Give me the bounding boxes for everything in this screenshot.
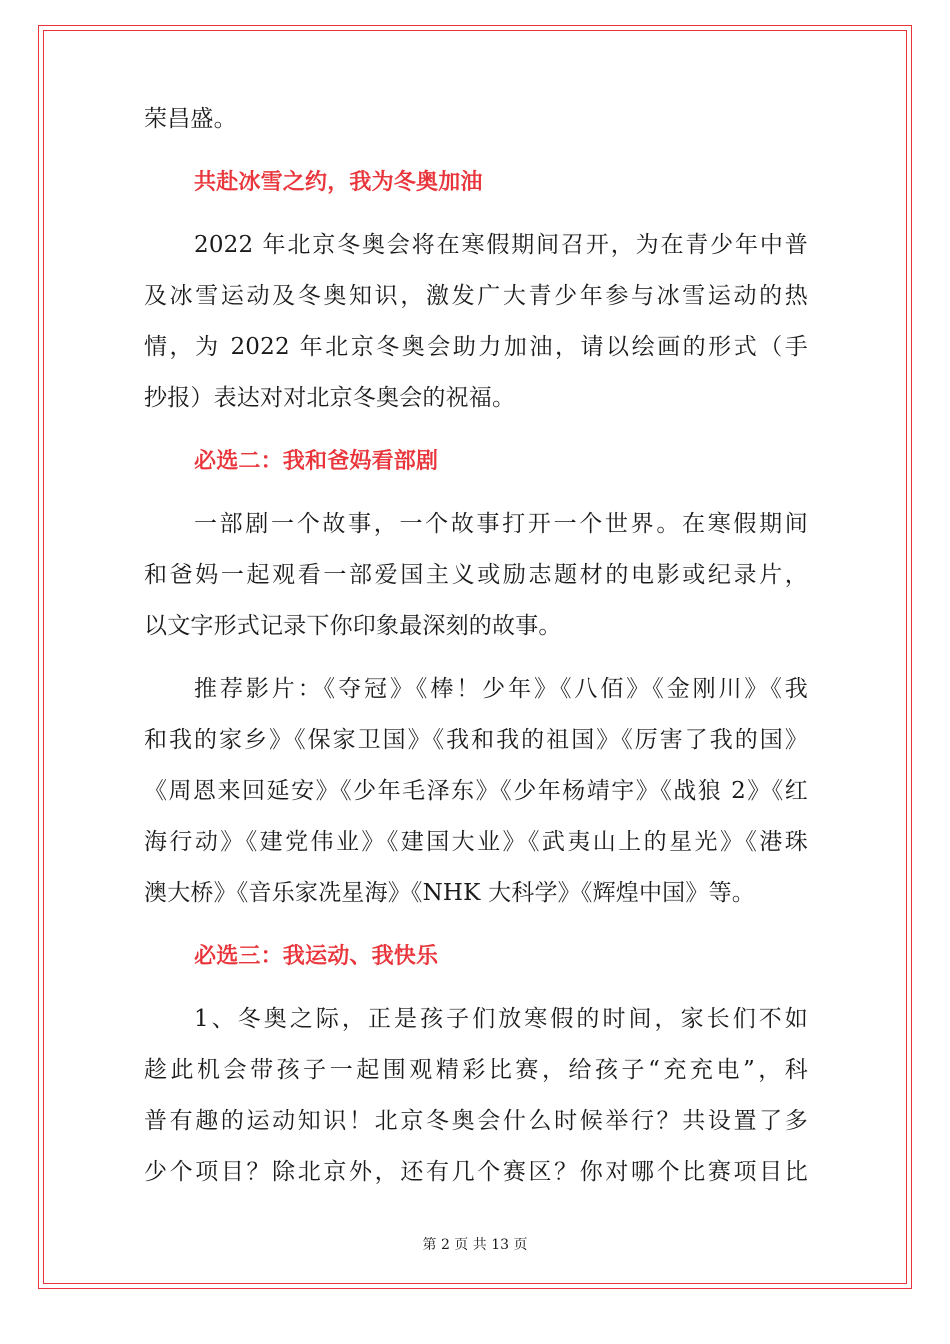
paragraph-line: 海行动》《建党伟业》《建国大业》《武夷山上的星光》《港珠 (144, 829, 808, 855)
paragraph-line: 和我的家乡》《保家卫国》《我和我的祖国》《厉害了我的国》 (144, 727, 808, 753)
paragraph-line: 澳大桥》《音乐家冼星海》《NHK 大科学》《辉煌中国》等。 (144, 880, 755, 906)
paragraph-line: 以文字形式记录下你印象最深刻的故事。 (144, 613, 562, 639)
section-heading-sports: 必选三：我运动、我快乐 (194, 944, 439, 969)
paragraph-line: 一部剧一个故事，一个故事打开一个世界。在寒假期间 (194, 511, 808, 537)
paragraph-line: 普有趣的运动知识！北京冬奥会什么时候举行？共设置了多 (144, 1108, 808, 1134)
paragraph-line: 少个项目？除北京外，还有几个赛区？你对哪个比赛项目比 (144, 1159, 808, 1185)
paragraph-line: 抄报）表达对对北京冬奥会的祝福。 (144, 385, 516, 411)
section-heading-winter-olympics: 共赴冰雪之约，我为冬奥加油 (194, 170, 483, 195)
paragraph-line: 荣昌盛。 (144, 106, 237, 132)
paragraph-line: 情，为 2022 年北京冬奥会助力加油，请以绘画的形式（手 (144, 334, 808, 360)
paragraph-line: 趁此机会带孩子一起围观精彩比赛，给孩子“充充电”，科 (144, 1057, 808, 1083)
document-body (144, 94, 808, 1198)
paragraph-line: 和爸妈一起观看一部爱国主义或励志题材的电影或纪录片， (144, 562, 808, 588)
paragraph-line: 推荐影片：《夺冠》《棒！少年》《八佰》《金刚川》《我 (194, 676, 808, 702)
paragraph-line: 1、冬奥之际，正是孩子们放寒假的时间，家长们不如 (194, 1006, 808, 1032)
section-heading-watch-drama: 必选二：我和爸妈看部剧 (194, 449, 439, 474)
paragraph-line: 及冰雪运动及冬奥知识，激发广大青少年参与冰雪运动的热 (144, 283, 808, 309)
paragraph-line: 2022 年北京冬奥会将在寒假期间召开，为在青少年中普 (194, 232, 808, 258)
page-number-footer: 第 2 页 共 13 页 (422, 1237, 528, 1253)
paragraph-line: 《周恩来回延安》《少年毛泽东》《少年杨靖宇》《战狼 2》《红 (144, 778, 808, 804)
